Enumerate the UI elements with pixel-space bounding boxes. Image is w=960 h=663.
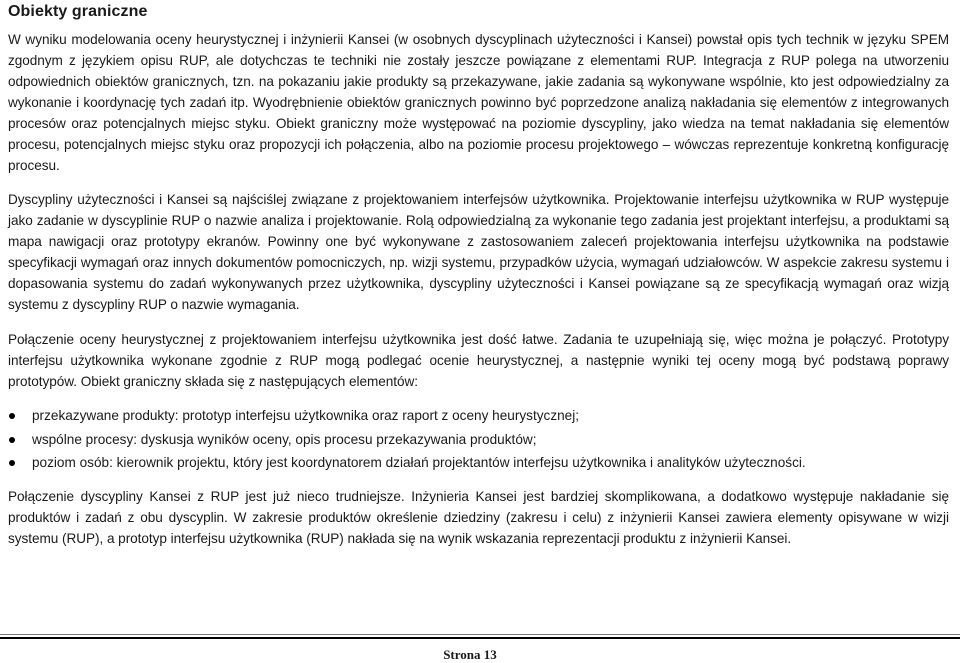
boundary-object-elements-list	[8, 406, 949, 473]
document-page	[8, 0, 949, 549]
paragraph-kansei-rup-integration: Połączenie dyscypliny Kansei z RUP jest już nieco trudniejsze. Inżynieria Kansei jest bardziej skomplikowana, a dodatkowo występuje nakładanie się produktów i zadań z obu dyscyplin. W zakresie produktów określenie dziedziny (zakresu i celu) z inżynierii Kansei zawiera elementy opisywane w wizji systemu (RUP), a prototyp interfejsu użytkownika (RUP) nakłada się na wynik wskazania reprezentacji produktu z inżynierii Kansei.	[8, 489, 949, 546]
list-item-shared-processes: wspólne procesy: dyskusja wyników oceny, opis procesu przekazywania produktów;	[8, 430, 949, 450]
footer-divider-thick	[0, 637, 960, 639]
page-number: Strona 13	[443, 647, 497, 662]
section-heading: Obiekty graniczne	[8, 3, 148, 20]
paragraph-heuristic-evaluation-link: Połączenie oceny heurystycznej z projektowaniem interfejsu użytkownika jest dość łatwe. Zadania te uzupełniają się, więc można je połączyć. Prototypy interfejsu użytkownika wykonane zgodnie z RUP mogą podlegać ocenie heurystycznej, a następnie wyniki tej oceny mogą być podstawą poprawy prototypów. Obiekt graniczny składa się z następujących elementów:	[8, 332, 949, 389]
paragraph-boundary-objects-intro: W wyniku modelowania oceny heurystycznej i inżynierii Kansei (w osobnych dyscyplinach użyteczności i Kansei) powstał opis tych technik w języku SPEM zgodnym z językiem opisu RUP, ale dotychczas te techniki nie zostały jeszcze powiązane z elementami RUP. Integracja z RUP polega na utworzeniu odpowiednich obiektów granicznych, tzn. na pokazaniu jakie produkty są przekazywane, jakie zadania są wykonywane wspólnie, kto jest odpowiedzialny za wykonanie i koordynację tych zadań itp. Wyodrębnienie obiektów granicznych powinno być poprzedzone analizą nakładania się elementów z integrowanych procesów oraz potencjalnych miejsc styku. Obiekt graniczny może występować na poziomie dyscypliny, jako wiedza na temat nakładania się elementów procesu, potencjalnych miejsc styku oraz propozycji ich połączenia, albo na poziomie procesu projektowego – wówczas reprezentuje konkretną konfigurację procesu.	[8, 32, 949, 173]
footer-divider-thin	[0, 634, 960, 635]
paragraph-usability-kansei-ui-design: Dyscypliny użyteczności i Kansei są najściślej związane z projektowaniem interfejsów użytkownika. Projektowanie interfejsu użytkownika w RUP występuje jako zadanie w dyscyplinie RUP o nazwie analiza i projektowanie. Rolą odpowiedzialną za wykonanie tego zadania jest projektant interfejsu, a produktami są mapa nawigacji oraz prototypy ekranów. Powinny one być wykonywane z zastosowaniem zaleceń projektowania interfejsu użytkownika na podstawie specyfikacji wymagań oraz innych dokumentów pomocniczych, np. wizji systemu, przypadków użycia, wymagań udziałowców. W aspekcie zakresu systemu i dopasowania systemu do zadań wykonywanych przez użytkownika, dyscypliny użyteczności i Kansei powiązane są ze specyfikacją wymagań oraz wizją systemu z dyscypliny RUP o nazwie wymagania.	[8, 192, 949, 312]
list-item-people-level: poziom osób: kierownik projektu, który jest koordynatorem działań projektantów interfejsu użytkownika i analityków użyteczności.	[8, 453, 949, 473]
list-item-products: przekazywane produkty: prototyp interfejsu użytkownika oraz raport z oceny heurystycznej;	[8, 406, 949, 426]
